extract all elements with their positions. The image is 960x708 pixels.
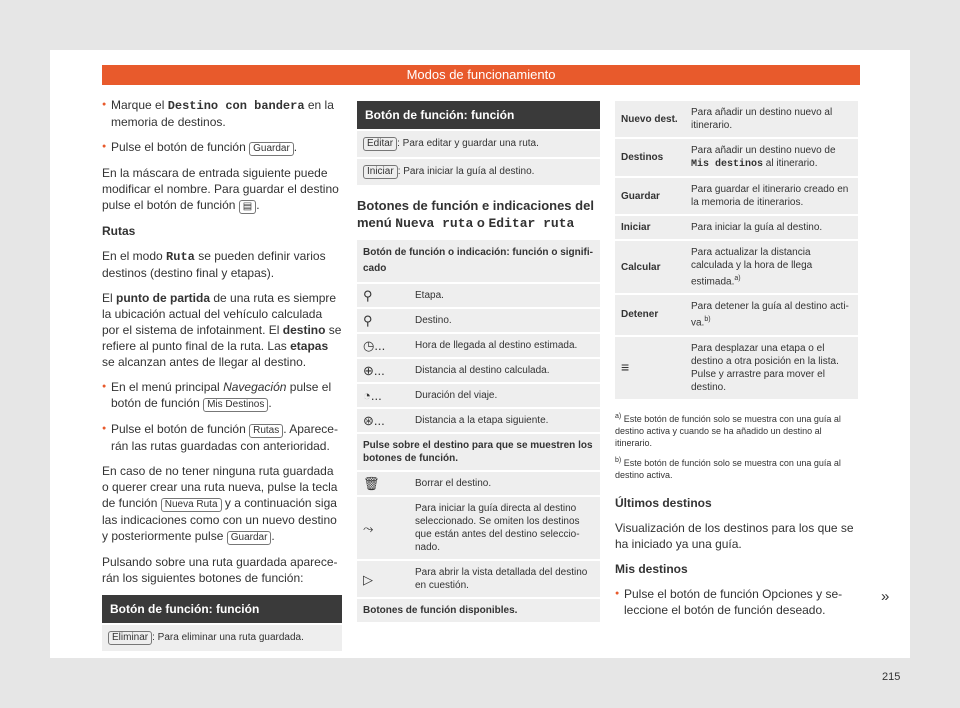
- instruction-options: ● Pulse el botón de función Opciones y seleccione el botón de función deseado.: [615, 586, 858, 618]
- save-button-ref-2: Guardar: [227, 531, 272, 545]
- heading-function-buttons: Botones de función e indicaciones del menú Nueva ruta o Editar ruta: [357, 198, 594, 231]
- table-row: Nuevo dest. Para añadir un destino nuevo al itinerario.: [615, 101, 858, 137]
- drag-handle-icon: ≡: [615, 337, 685, 399]
- clock-icon: ◷...: [357, 334, 409, 357]
- play-icon: ▷: [357, 561, 409, 597]
- table-row: Detener Para detener la guía al destino activa.$^{b)}$: [615, 295, 858, 334]
- paragraph-last-destinations: Visualización de los destinos para los que se ha iniciado ya una guía.: [615, 520, 854, 551]
- edit-button-ref: Editar: [363, 137, 397, 151]
- paragraph-new-route: En caso de no tener ninguna ruta guardada o querer crear una ruta nueva, pulse la tecla de función Nueva Ruta y a continuación siga las indicaciones como con un nuevo destino y posteriormente pulse Guardar .: [102, 464, 338, 543]
- table-section: Pulse sobre el destino para que se muestren los botones de función.: [357, 434, 600, 470]
- new-route-button-ref: Nueva Ruta: [161, 498, 222, 512]
- column-right: [615, 101, 858, 627]
- table-row: Guardar Para guardar el itinerario creado en la memoria de itinerarios.: [615, 178, 858, 214]
- table-row: ⤳ Para iniciar la guía directa al destino seleccionado. Se omiten los destinos que están antes del destino seleccionado.: [357, 497, 600, 559]
- table-row: ◔... Duración del viaje.: [357, 384, 600, 407]
- table-header-function: Botón de función: función: [102, 595, 342, 623]
- table-row: ⚲ Destino.: [357, 309, 600, 332]
- paragraph-route-definition: El punto de partida de una ruta es siempre la ubicación actual del vehículo calculada por el sistema de infotainment. El destino se refiere al punto final de la ruta. Las etapas se alcanzan antes de llegar al destino.: [102, 291, 342, 369]
- page-number: 215: [882, 671, 901, 683]
- table-row: Calcular Para actualizar la distancia calculada y la hora de llega estimada.$^{a)}$: [615, 241, 858, 293]
- distance-icon: ⊕...: [357, 359, 409, 382]
- table-row: ≡ Para desplazar una etapa o el destino a otra posición en la lista. Pulse y arrastre para mover el destino.: [615, 337, 858, 399]
- table-row: Eliminar : Para eliminar una ruta guardada.: [102, 625, 342, 651]
- table-row: Iniciar Para iniciar la guía al destino.: [615, 216, 858, 239]
- table-row: ▷ Para abrir la vista detallada del destino en cuestión.: [357, 561, 600, 597]
- routes-button-ref: Rutas: [249, 424, 283, 438]
- table-row: Destinos Para añadir un destino nuevo de Mis destinos al itinerario.: [615, 139, 858, 176]
- paragraph-edit-name: En la máscara de entrada siguiente puede modificar el nombre. Para guardar el destino pulse el botón de función ▤ .: [102, 166, 339, 212]
- heading-my-destinations: Mis destinos: [615, 561, 688, 576]
- table-header-icons: Botón de función o indicación: función o significado: [357, 240, 600, 282]
- paragraph-saved-route: Pulsando sobre una ruta guardada aparecerán los siguientes botones de función:: [102, 555, 338, 585]
- next-stage-icon: ⊛...: [357, 409, 409, 432]
- paragraph-route-mode: En el modo Ruta se pueden definir varios destinos (destino final y etapas).: [102, 249, 326, 280]
- save-button-ref: Guardar: [249, 142, 294, 156]
- destination-pin-icon: ⚲: [357, 309, 409, 332]
- instruction-routes: ● Pulse el botón de función Rutas . Aparecerán las rutas guardadas con anterioridad.: [102, 421, 342, 454]
- start-button-ref: Iniciar: [363, 165, 398, 179]
- instruction-my-destinations: ● En el menú principal Navegación pulse el botón de función Mis Destinos .: [102, 379, 342, 412]
- table-header-function: Botón de función: función: [357, 101, 600, 129]
- route-buttons-table: [615, 99, 858, 401]
- table-footer: Botones de función disponibles.: [357, 599, 600, 622]
- column-left: [102, 97, 342, 651]
- table-row: ⊕... Distancia al destino calculada.: [357, 359, 600, 382]
- my-destinations-button-ref: Mis Destinos: [203, 398, 268, 412]
- delete-button-ref: Eliminar: [108, 631, 152, 645]
- continue-arrow-icon: »: [881, 588, 890, 605]
- stage-pin-icon: ⚲: [357, 284, 409, 307]
- icons-table: [357, 282, 600, 624]
- table-row: Editar : Para editar y guardar una ruta.: [357, 131, 600, 157]
- instruction-mark-destination: ● Marque el Destino con bandera en la memoria de destinos.: [102, 97, 342, 130]
- save-disk-icon: ▤: [239, 200, 256, 214]
- direct-guidance-icon: ⤳: [357, 497, 409, 559]
- table-row: ⚲ Etapa.: [357, 284, 600, 307]
- footnote-b: $^{b)}$ Este botón de función solo se muestra con una guía al destino activa.: [615, 456, 841, 480]
- trash-icon: 🗑: [357, 472, 409, 495]
- duration-icon: ◔...: [357, 384, 409, 407]
- column-middle: [357, 101, 600, 624]
- table-row: Iniciar : Para iniciar la guía al destino.: [357, 159, 600, 185]
- table-row: 🗑 Borrar el destino.: [357, 472, 600, 495]
- table-row: ◷... Hora de llegada al destino estimada.: [357, 334, 600, 357]
- heading-last-destinations: Últimos destinos: [615, 495, 712, 510]
- footnote-a: $^{a)}$ Este botón de función solo se muestra con una guía al destino activa y cuando se ha añadido un destino al itinerario.: [615, 412, 841, 448]
- manual-page: [50, 50, 910, 683]
- heading-rutas: Rutas: [102, 224, 136, 238]
- instruction-press-save: ● Pulse el botón de función Guardar .: [102, 139, 342, 156]
- section-header: Modos de funcionamiento: [102, 65, 860, 85]
- table-row: ⊛... Distancia a la etapa siguiente.: [357, 409, 600, 432]
